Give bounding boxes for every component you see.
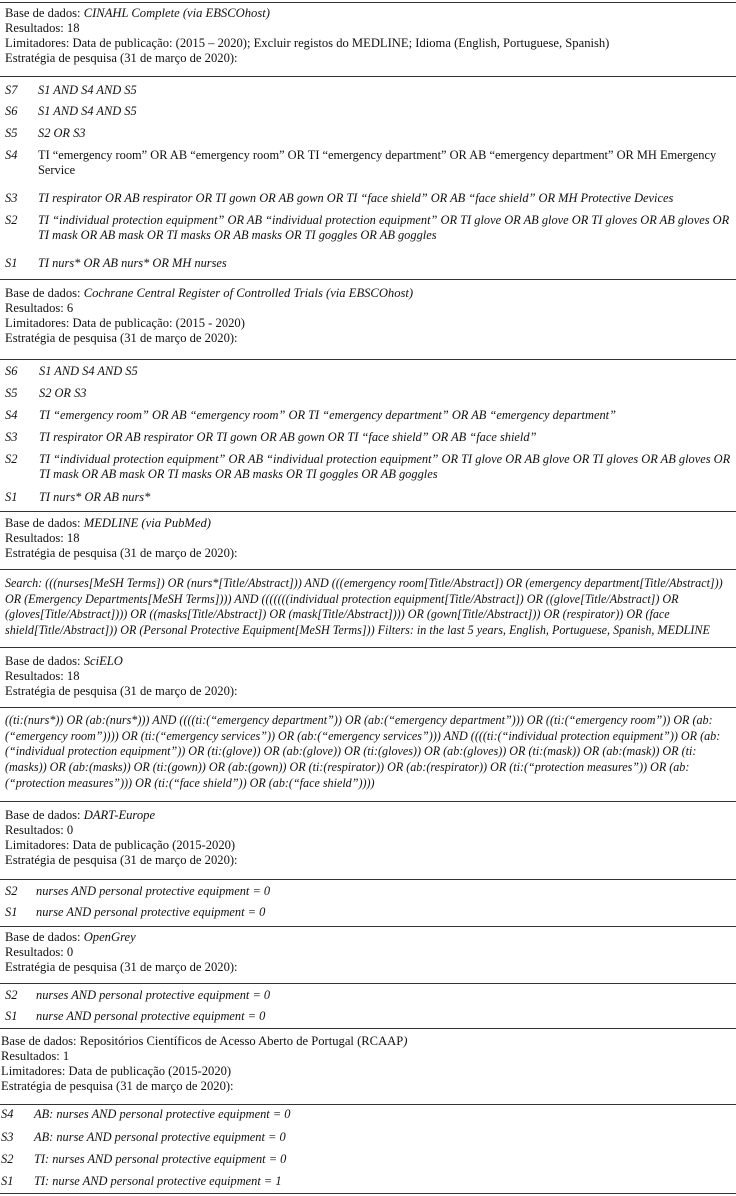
results-line: Resultados: 6 [5, 301, 74, 315]
step-id: S1 [5, 490, 18, 504]
strategy-line: Estratégia de pesquisa (31 de março de 2020): [5, 546, 238, 560]
step-id: S1 [5, 1009, 18, 1023]
step-text: S2 OR S3 [38, 126, 86, 140]
rule [0, 647, 736, 648]
rule-top [0, 2, 736, 3]
step-text: TI “individual protection equipment” OR AB “individual protection equipment” OR TI glove OR AB glove OR TI gloves OR AB gloves OR TI mask OR AB mask OR TI masks OR AB masks OR TI goggles OR AB goggles [39, 452, 731, 481]
step-id: S3 [5, 430, 18, 444]
cochrane-header [0, 286, 736, 346]
rule [0, 279, 736, 280]
limiters-line: Limitadores: Data de publicação: (2015 - 2020) [5, 316, 245, 330]
step-text: S1 AND S4 AND S5 [38, 104, 137, 118]
database-line: Base de dados: Repositórios Científicos de Acesso Aberto de Portugal (RCAAP) [1, 1034, 408, 1048]
step-text: nurse AND personal protective equipment = 0 [36, 1009, 266, 1023]
step-id: S4 [1, 1107, 14, 1121]
step-text: TI respirator OR AB respirator OR TI gown OR AB gown OR TI “face shield” OR AB “face shield” OR MH Protective Devices [38, 191, 674, 205]
results-line: Resultados: 0 [5, 823, 74, 837]
scielo-search-string: ((ti:(nurs*)) OR (ab:(nurs*))) AND ((((ti:(“emergency department”)) OR (ab:(“emergency department”))) OR ((ti:(“emergency room”)) OR (ab:(“emergency room”)))) OR (ti:(“emergency services”)) OR (ab:(“emergency services”))) AND ((((ti:(“individual protection equipment”)) OR (ab:(“individual protection equipment”)) OR (ti:(glove)) OR (ab:(glove)) OR (ti:(gloves)) OR (ab:(gloves)) OR (ti:(mask)) OR (ab:(mask)) OR (ti:(masks)) OR (ab:(masks)) OR (ti:(gown)) OR (ab:(gown)) OR (ti:(respirator)) OR (ab:(respirator)) OR (ti:(“protection measures”)) OR (ab:(“protection measures”))) OR (ti:(“face shield”)) OR (ab:(“face shield”)))) [5, 713, 721, 790]
step-text: TI respirator OR AB respirator OR TI gown OR AB gown OR TI “face shield” OR AB “face shield” [39, 430, 537, 444]
medline-search-string: Search: (((nurses[MeSH Terms]) OR (nurs*[Title/Abstract])) AND (((emergency room[Title/Abstract]) OR (emergency department[Title/Abstract])) OR (Emergency Departments[MeSH Terms]))) AND (((((((individual protection equipment[Title/Abstract]) OR ((glove[Title/Abstract]) OR (gloves[Title/Abstract]))) OR ((masks[Title/Abstract]) OR (mask[Title/Abstract]))) OR (gown[Title/Abstract])) OR (respirator)) OR (face shield[Title/Abstract])) OR (Personal Protective Equipment[MeSH Terms])) Filters: in the last 5 years, English, Portuguese, Spanish, MEDLINE [5, 576, 723, 638]
database-name: MEDLINE (via PubMed) [83, 516, 212, 530]
database-line: Base de dados: MEDLINE (via PubMed) [5, 516, 212, 530]
rule [0, 1104, 736, 1105]
step-text: nurse AND personal protective equipment = 0 [36, 905, 266, 919]
step-id: S2 [5, 452, 18, 466]
step-id: S3 [1, 1130, 14, 1144]
step-id: S3 [5, 191, 18, 205]
step-id: S5 [5, 386, 18, 400]
step-id: S5 [5, 126, 18, 140]
strategy-line: Estratégia de pesquisa (31 de março de 2020): [5, 331, 238, 345]
rule [0, 1028, 736, 1029]
step-id: S4 [5, 408, 18, 422]
database-line: Base de dados: OpenGrey [5, 930, 136, 944]
step-id: S1 [5, 905, 18, 919]
dart-header [0, 808, 736, 868]
limiters-line: Limitadores: Data de publicação (2015-2020) [5, 838, 236, 852]
medline-header [0, 516, 736, 561]
step-id: S6 [5, 104, 18, 118]
database-name-suffix: ) [403, 1034, 408, 1048]
opengrey-header [0, 930, 736, 975]
rule [0, 569, 736, 570]
database-name: Cochrane Central Register of Controlled Trials (via EBSCOhost) [83, 286, 414, 300]
step-id: S1 [1, 1174, 14, 1188]
step-id: S2 [5, 884, 18, 898]
cinahl-header [0, 6, 736, 66]
database-name: DART-Europe [83, 808, 156, 822]
step-text: TI nurs* OR AB nurs* [39, 490, 151, 504]
rule [0, 879, 736, 880]
strategy-line: Estratégia de pesquisa (31 de março de 2020): [5, 51, 238, 65]
results-line: Resultados: 18 [5, 531, 80, 545]
step-id: S7 [5, 83, 18, 97]
rule [0, 359, 736, 360]
database-name: CINAHL Complete (via EBSCOhost) [83, 6, 270, 20]
step-text: S1 AND S4 AND S5 [39, 364, 138, 378]
step-text: TI “individual protection equipment” OR AB “individual protection equipment” OR TI glove OR AB glove OR TI gloves OR AB gloves OR TI mask OR AB mask OR TI masks OR AB masks OR TI goggles OR AB goggles [38, 213, 730, 242]
step-text: TI: nurses AND personal protective equipment = 0 [34, 1152, 287, 1166]
step-text: nurses AND personal protective equipment = 0 [36, 988, 271, 1002]
step-id: S1 [5, 256, 18, 270]
rule [0, 801, 736, 802]
results-line: Resultados: 18 [5, 669, 80, 683]
database-line: Base de dados: Cochrane Central Register of Controlled Trials (via EBSCOhost) [5, 286, 414, 300]
database-line: Base de dados: CINAHL Complete (via EBSCOhost) [5, 6, 270, 20]
rcaap-header [0, 1034, 736, 1094]
step-id: S4 [5, 148, 18, 162]
step-id: S2 [5, 988, 18, 1002]
step-id: S6 [5, 364, 18, 378]
rule [0, 983, 736, 984]
strategy-line: Estratégia de pesquisa (31 de março de 2020): [5, 960, 238, 974]
rule [0, 926, 736, 927]
rule [0, 76, 736, 77]
rule [0, 511, 736, 512]
strategy-line: Estratégia de pesquisa (31 de março de 2020): [1, 1079, 234, 1093]
database-line: Base de dados: DART-Europe [5, 808, 156, 822]
rule [0, 707, 736, 708]
step-text: TI: nurse AND personal protective equipment = 1 [34, 1174, 282, 1188]
limiters-line: Limitadores: Data de publicação (2015-2020) [1, 1064, 232, 1078]
step-text: TI “emergency room” OR AB “emergency room” OR TI “emergency department” OR AB “emergency department” [39, 408, 616, 422]
step-text: AB: nurse AND personal protective equipment = 0 [34, 1130, 286, 1144]
step-id: S2 [1, 1152, 14, 1166]
database-name: OpenGrey [83, 930, 136, 944]
step-text: TI nurs* OR AB nurs* OR MH nurses [38, 256, 227, 270]
step-id: S2 [5, 213, 18, 227]
results-line: Resultados: 18 [5, 21, 80, 35]
strategy-line: Estratégia de pesquisa (31 de março de 2020): [5, 684, 238, 698]
limiters-line: Limitadores: Data de publicação: (2015 – 2020); Excluir registos do MEDLINE; Idioma (English, Portuguese, Spanish) [5, 36, 610, 50]
database-line: Base de dados: SciELO [5, 654, 123, 668]
results-line: Resultados: 1 [1, 1049, 70, 1063]
step-text: TI “emergency room” OR AB “emergency room” OR TI “emergency department” OR AB “emergency department” OR MH Emergency Service [38, 148, 717, 177]
database-name: SciELO [83, 654, 123, 668]
results-line: Resultados: 0 [5, 945, 74, 959]
database-name: Repositórios Científicos de Acesso Aberto de Portugal (RCAAP [79, 1034, 404, 1048]
step-text: S1 AND S4 AND S5 [38, 83, 137, 97]
step-text: AB: nurses AND personal protective equipment = 0 [34, 1107, 291, 1121]
strategy-line: Estratégia de pesquisa (31 de março de 2020): [5, 853, 238, 867]
step-text: nurses AND personal protective equipment = 0 [36, 884, 271, 898]
scielo-header [0, 654, 736, 699]
rule-bottom [0, 1193, 736, 1194]
step-text: S2 OR S3 [39, 386, 87, 400]
